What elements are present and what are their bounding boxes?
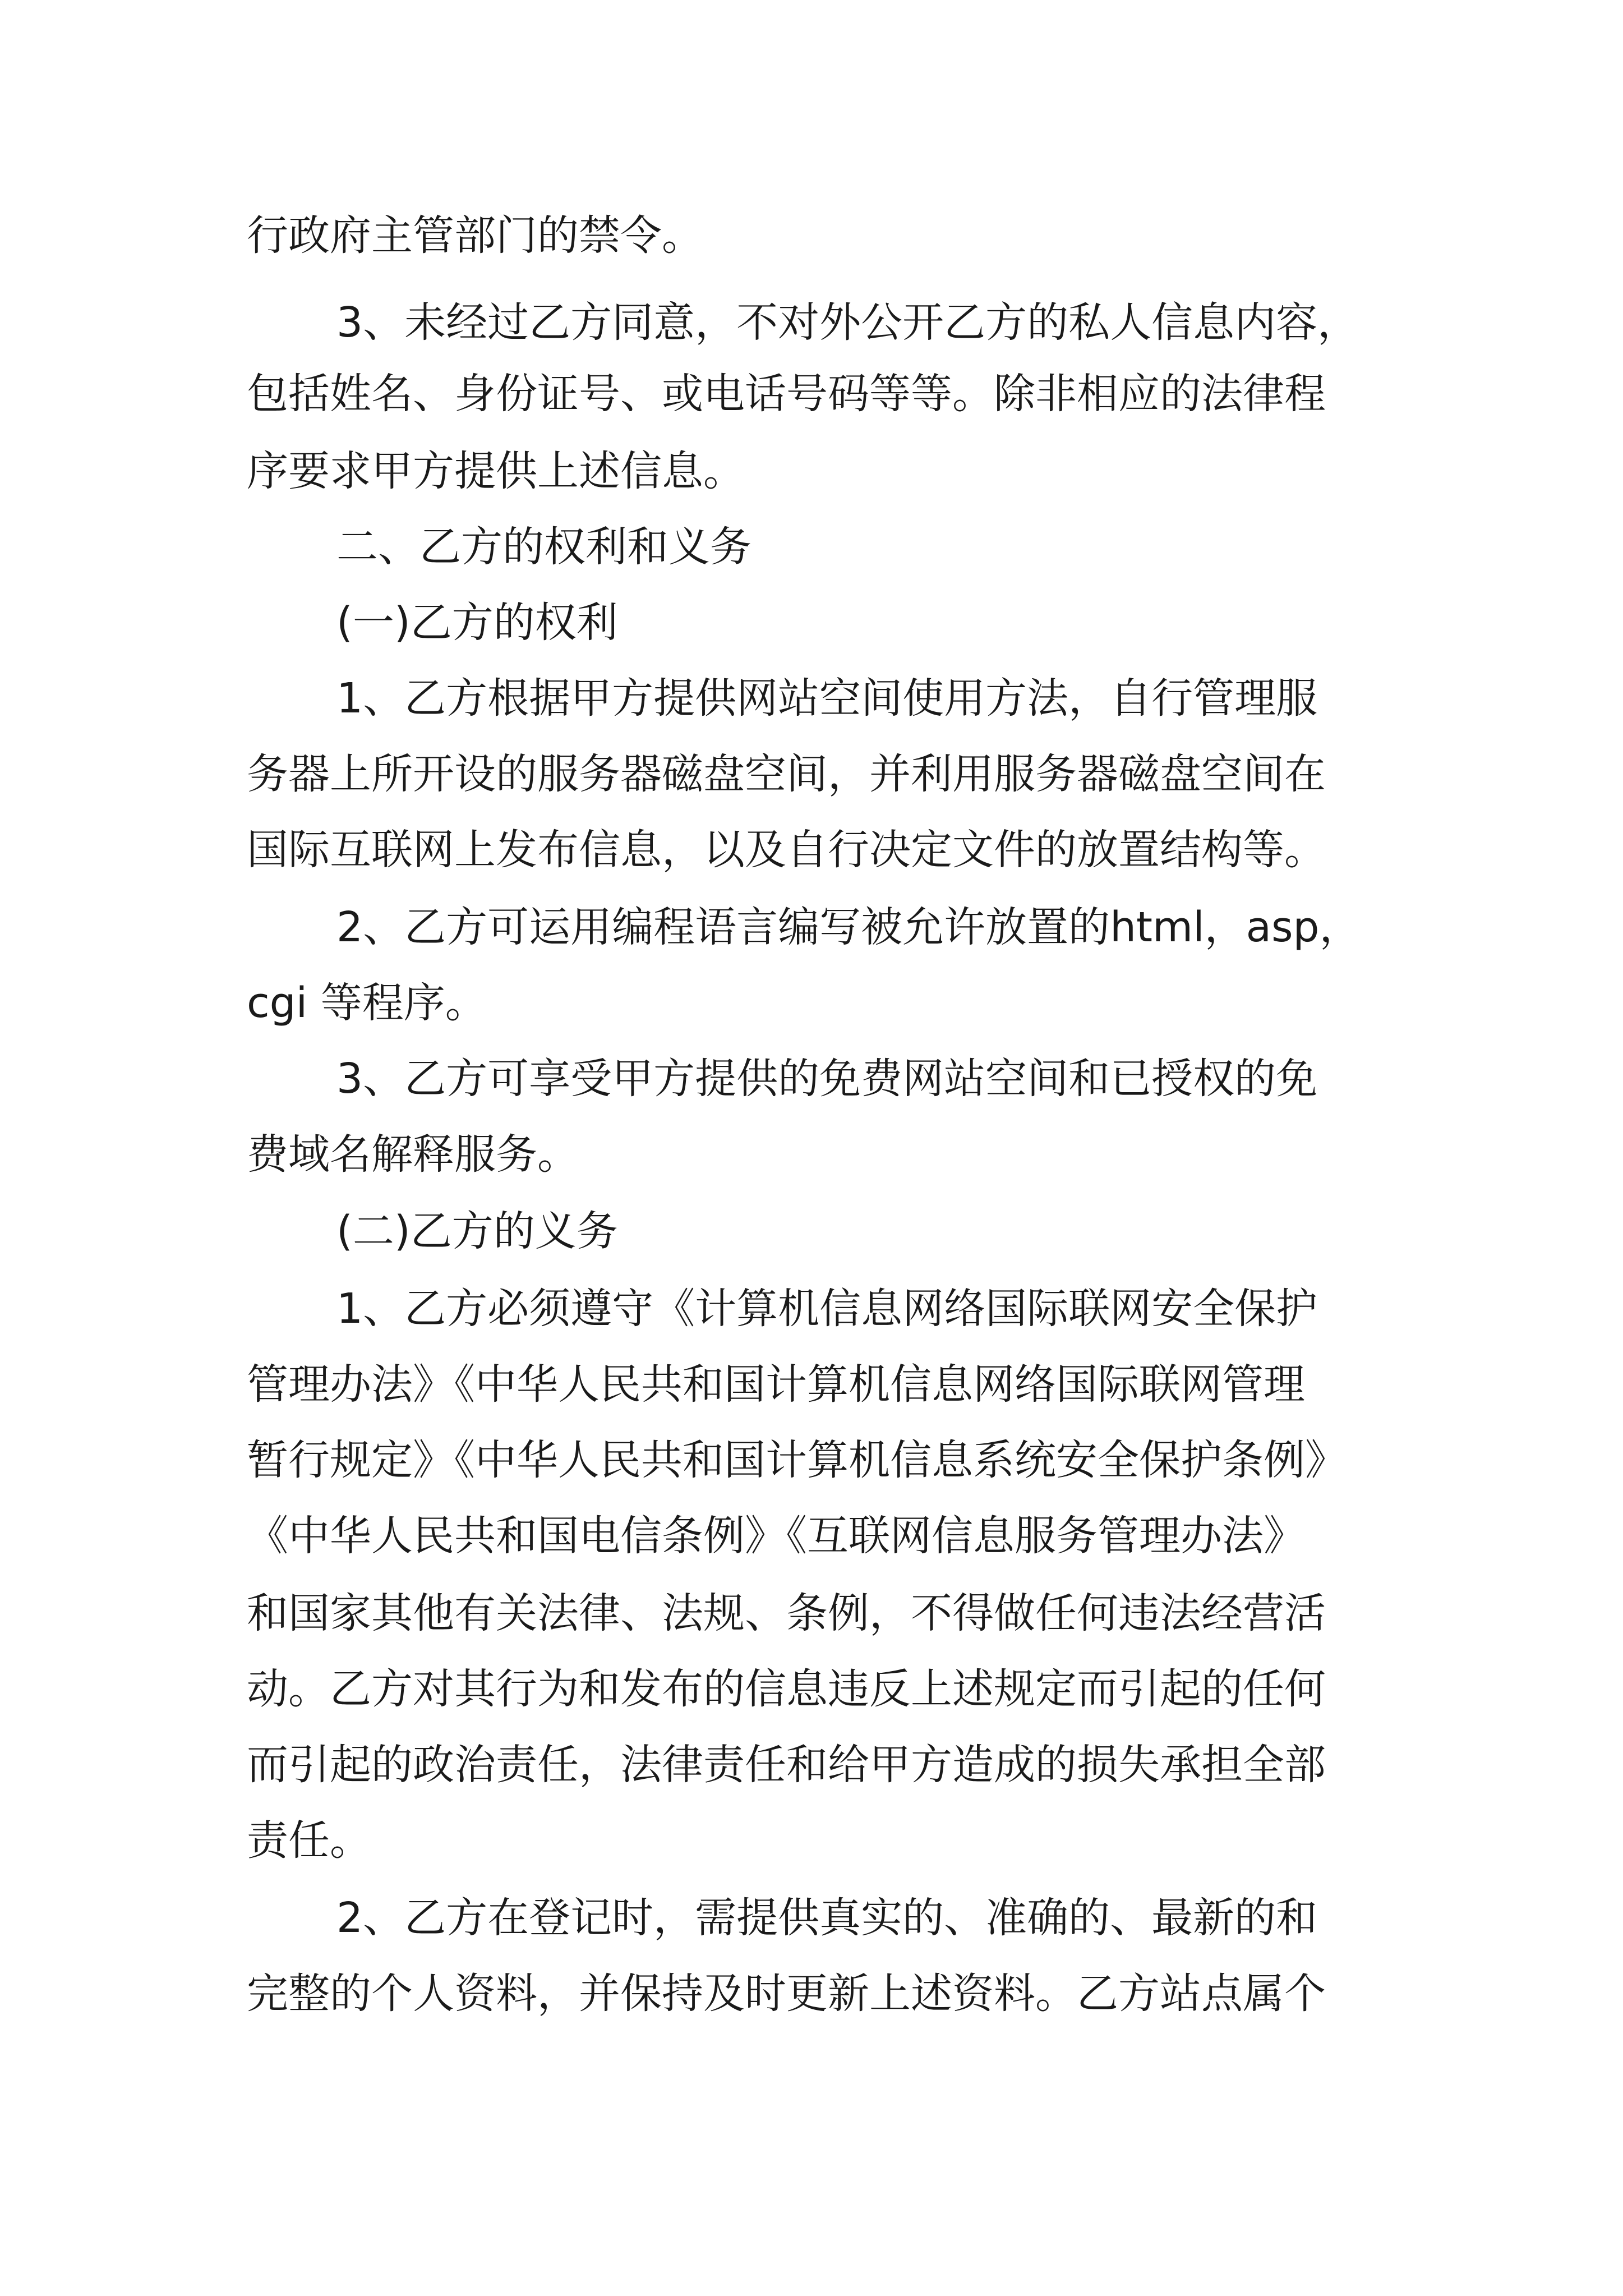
- section-heading: 二、乙方的权利和义务: [336, 523, 751, 571]
- text-line: 2、乙方可运用编程语言编写被允许放置的html，asp，: [336, 903, 1361, 951]
- text-line: 包括姓名、身份证号、或电话号码等等。除非相应的法律程: [247, 370, 1326, 418]
- text-line: 2、乙方在登记时，需提供真实的、准确的、最新的和: [336, 1894, 1318, 1942]
- text-line: 管理办法》《中华人民共和国计算机信息网络国际联网管理: [247, 1360, 1305, 1409]
- text-line: 1、乙方根据甲方提供网站空间使用方法，自行管理服: [336, 674, 1318, 723]
- text-line: 费域名解释服务。: [247, 1130, 579, 1179]
- text-line: 和国家其他有关法律、法规、条例，不得做任何违法经营活: [247, 1589, 1326, 1637]
- text-line: 3、乙方可享受甲方提供的免费网站空间和已授权的免: [336, 1055, 1318, 1103]
- text-line: 责任。: [247, 1816, 371, 1865]
- text-line: 而引起的政治责任，法律责任和给甲方造成的损失承担全部: [247, 1741, 1326, 1789]
- text-line: 《中华人民共和国电信条例》《互联网信息服务管理办法》: [247, 1512, 1305, 1560]
- text-line: 务器上所开设的服务器磁盘空间，并利用服务器磁盘空间在: [247, 750, 1326, 798]
- text-line: 1、乙方必须遵守《计算机信息网络国际联网安全保护: [336, 1285, 1318, 1333]
- text-line: cgi 等程序。: [247, 979, 487, 1027]
- subsection-heading: (一)乙方的权利: [336, 599, 618, 647]
- text-line: 行政府主管部门的禁令。: [247, 211, 703, 260]
- text-line: 动。乙方对其行为和发布的信息违反上述规定而引起的任何: [247, 1665, 1326, 1713]
- subsection-heading: (二)乙方的义务: [336, 1207, 618, 1255]
- text-line: 暂行规定》《中华人民共和国计算机信息系统安全保护条例》: [247, 1436, 1347, 1484]
- text-line: 国际互联网上发布信息，以及自行决定文件的放置结构等。: [247, 826, 1326, 874]
- text-line: 完整的个人资料，并保持及时更新上述资料。乙方站点属个: [247, 1970, 1326, 2018]
- text-line: 3、未经过乙方同意，不对外公开乙方的私人信息内容，: [336, 298, 1359, 347]
- text-line: 序要求甲方提供上述信息。: [247, 447, 745, 495]
